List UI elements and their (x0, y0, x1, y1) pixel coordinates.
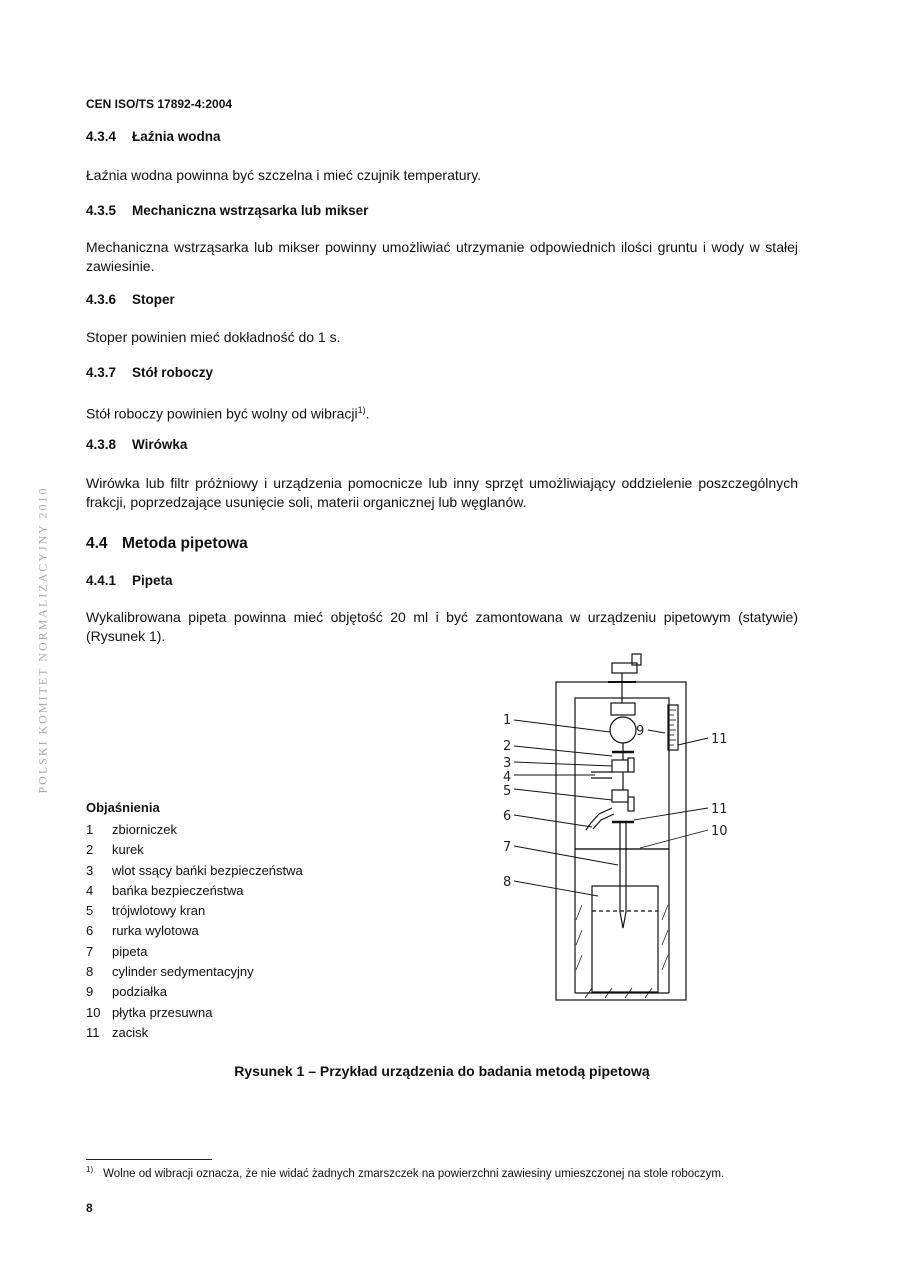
callout-9: 9 (636, 724, 645, 739)
section-title: Mechaniczna wstrząsarka lub mikser (132, 203, 369, 218)
legend-item: 2 kurek (86, 842, 144, 858)
footnote (86, 1165, 724, 1180)
figure-caption: Rysunek 1 – Przykład urządzenia do badania metodą pipetową (234, 1063, 650, 1079)
callout-6: 6 (503, 809, 512, 824)
section-number: 4.3.6 (86, 292, 117, 307)
section-heading-4-3-6 (86, 292, 175, 307)
footnote-mark: 1) (86, 1165, 94, 1174)
section-title: Metoda pipetowa (122, 535, 248, 552)
callout-7: 7 (503, 840, 512, 855)
safety-bulb-inlet (612, 760, 628, 772)
legend-item: 9 podziałka (86, 984, 167, 1000)
section-heading-4-3-7 (86, 365, 213, 380)
page-number: 8 (86, 1201, 93, 1215)
section-heading-4-4 (86, 535, 248, 553)
section-text-4-3-4: Łaźnia wodna powinna być szczelna i mieć czujnik temperatury. (86, 167, 482, 183)
legend-item: 1 zbiorniczek (86, 822, 178, 837)
legend-item: 6 rurka wylotowa (86, 923, 199, 939)
callout-2: 2 (503, 739, 512, 754)
section-heading-4-3-4 (86, 129, 221, 144)
section-number: 4.3.8 (86, 437, 117, 452)
section-text: Stół roboczy powinien być wolny od wibracji (86, 405, 358, 422)
legend-item: 3 wlot ssący bańki bezpieczeństwa (86, 862, 303, 878)
callout-11-bottom: 11 (711, 802, 728, 817)
section-text-4-3-7 (86, 401, 798, 424)
legend-list (86, 820, 303, 1043)
section-title: Stół roboczy (132, 365, 214, 380)
callout-3: 3 (503, 756, 512, 771)
callout-10: 10 (711, 824, 728, 839)
legend-item: 11 zacisk (86, 1024, 149, 1040)
document-header: CEN ISO/TS 17892-4:2004 (86, 97, 233, 111)
callout-11-top: 11 (711, 732, 728, 747)
legend-item: 7 pipeta (86, 943, 148, 959)
reservoir-cap (611, 703, 635, 715)
legend-title: Objaśnienia (86, 800, 160, 815)
section-number: 4.4 (86, 535, 108, 552)
watermark: POLSKI KOMITET NORMALIZACYJNY 2010 (35, 486, 50, 794)
section-text-4-3-5: Mechaniczna wstrząsarka lub mikser powinny umożliwiać utrzymanie odpowiednich ilości gruntu i wody w stałej zawiesinie. (86, 239, 798, 274)
section-number: 4.3.7 (86, 365, 117, 380)
section-heading-4-3-5 (86, 203, 368, 218)
legend-item: 5 trójwlotowy kran (86, 903, 206, 919)
legend-item: 8 cylinder sedymentacyjny (86, 964, 254, 980)
pipette-apparatus-figure (490, 645, 740, 1010)
section-text-end: . (365, 405, 370, 422)
section-text-4-4-1: Wykalibrowana pipeta powinna mieć objętość 20 ml i być zamontowana w urządzeniu pipetowym (statywie) (Rysunek 1). (86, 609, 798, 644)
footnote-reference[interactable]: 1) (357, 405, 366, 415)
callout-1: 1 (503, 713, 512, 728)
section-heading-4-3-8 (86, 437, 187, 452)
callout-5: 5 (503, 784, 512, 799)
section-title: Stoper (132, 292, 175, 307)
section-title: Łaźnia wodna (132, 129, 221, 144)
section-text-4-3-6: Stoper powinien mieć dokładność do 1 s. (86, 329, 341, 345)
legend-item: 4 bańka bezpieczeństwa (86, 882, 244, 898)
section-number: 4.4.1 (86, 573, 117, 588)
section-title: Pipeta (132, 573, 173, 588)
section-number: 4.3.4 (86, 129, 117, 144)
sedimentation-cylinder (592, 886, 658, 992)
legend-item: 10 płytka przesuwna (86, 1004, 213, 1020)
reservoir (610, 717, 636, 743)
callout-4: 4 (503, 770, 512, 785)
callout-8: 8 (503, 875, 512, 890)
footnote-text: Wolne od wibracji oznacza, że nie widać żadnych zmarszczek na powierzchni zawiesiny umieszczonej na stole roboczym. (103, 1167, 725, 1180)
three-way-tap (612, 790, 628, 802)
section-number: 4.3.5 (86, 203, 117, 218)
section-heading-4-4-1 (86, 573, 173, 588)
footnote-divider (86, 1159, 212, 1160)
section-text-4-3-8: Wirówka lub filtr próżniowy i urządzenia pomocnicze lub inny sprzęt umożliwiający oddzielenie poszczególnych frakcji, poprzedzające usunięcie soli, materii organicznej lub węglanów. (86, 475, 798, 510)
section-title: Wirówka (132, 437, 188, 452)
